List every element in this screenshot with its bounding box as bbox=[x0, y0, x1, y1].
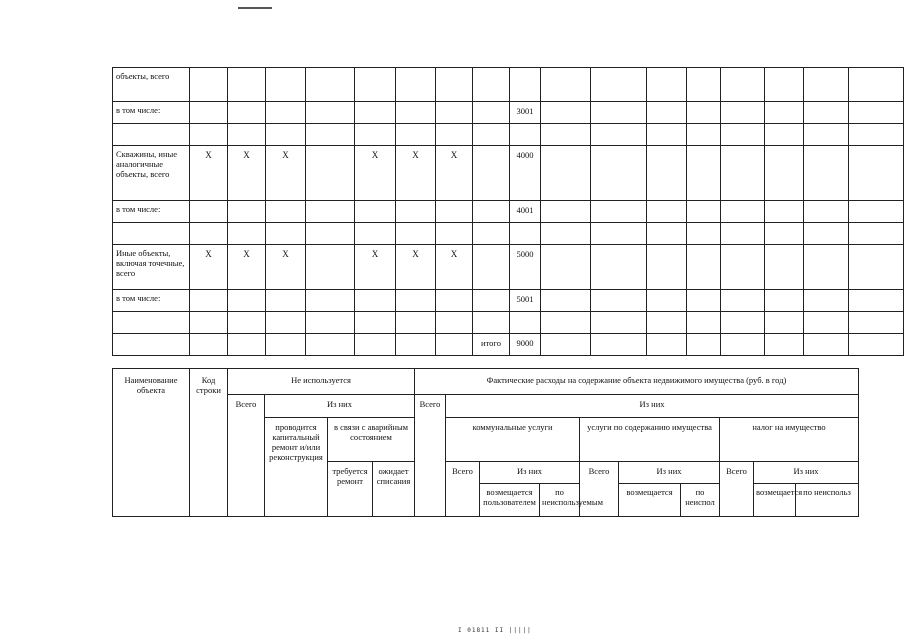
header-table bbox=[112, 368, 859, 517]
mark-cell bbox=[396, 201, 436, 223]
value-cell bbox=[687, 68, 721, 102]
mark-cell bbox=[436, 102, 473, 124]
mark-cell: X bbox=[396, 146, 436, 201]
value-cell bbox=[804, 102, 849, 124]
mark-cell: X bbox=[436, 146, 473, 201]
itogo-cell bbox=[473, 290, 510, 312]
header-utilities: коммунальные услуги bbox=[446, 418, 580, 462]
header-emergency: в связи с аварийным состоянием bbox=[328, 418, 415, 462]
itogo-cell bbox=[473, 245, 510, 290]
value-cell bbox=[647, 201, 687, 223]
mark-cell bbox=[190, 102, 228, 124]
itogo-cell bbox=[473, 146, 510, 201]
header-awaits-writeoff: ожидает списания bbox=[373, 462, 415, 517]
value-cell bbox=[591, 223, 647, 245]
mark-cell bbox=[228, 68, 266, 102]
mark-cell bbox=[266, 124, 306, 146]
mark-cell bbox=[436, 223, 473, 245]
mark-cell bbox=[266, 201, 306, 223]
header-maintenance-services: услуги по содержанию имущества bbox=[580, 418, 720, 462]
header-not-used: Не используется bbox=[228, 369, 415, 395]
value-cell bbox=[591, 102, 647, 124]
value-cell bbox=[541, 124, 591, 146]
mark-cell bbox=[396, 334, 436, 356]
value-cell bbox=[765, 201, 804, 223]
header-actual-expenses: Фактические расходы на содержание объекта недвижимого имущества (руб. в год) bbox=[415, 369, 859, 395]
row-code-cell: 5000 bbox=[510, 245, 541, 290]
mark-cell: X bbox=[436, 245, 473, 290]
value-cell bbox=[687, 312, 721, 334]
value-cell bbox=[765, 245, 804, 290]
value-cell bbox=[306, 312, 355, 334]
itogo-cell bbox=[473, 223, 510, 245]
mark-cell bbox=[396, 124, 436, 146]
value-cell bbox=[721, 290, 765, 312]
mark-cell bbox=[436, 312, 473, 334]
value-cell bbox=[591, 312, 647, 334]
row-label: Иные объекты, включая точечные, всего bbox=[113, 245, 190, 290]
mark-cell: X bbox=[190, 146, 228, 201]
value-cell bbox=[765, 102, 804, 124]
itogo-cell bbox=[473, 312, 510, 334]
mark-cell bbox=[266, 290, 306, 312]
value-cell bbox=[647, 124, 687, 146]
value-cell bbox=[849, 245, 904, 290]
value-cell bbox=[849, 312, 904, 334]
row-label: Скважины, иные аналогичные объекты, всего bbox=[113, 146, 190, 201]
mark-cell bbox=[355, 68, 396, 102]
value-cell bbox=[849, 290, 904, 312]
value-cell bbox=[804, 223, 849, 245]
value-cell bbox=[541, 334, 591, 356]
value-cell bbox=[804, 201, 849, 223]
value-cell bbox=[849, 68, 904, 102]
value-cell bbox=[804, 334, 849, 356]
value-cell bbox=[306, 334, 355, 356]
header-object-name: Наименование объекта bbox=[113, 369, 190, 517]
table-row bbox=[113, 102, 904, 124]
row-label bbox=[113, 223, 190, 245]
header-tax-total: Всего bbox=[720, 462, 754, 517]
value-cell bbox=[804, 245, 849, 290]
header-tax-of-which: Из них bbox=[754, 462, 859, 484]
value-cell bbox=[804, 68, 849, 102]
row-code-cell: 5001 bbox=[510, 290, 541, 312]
value-cell bbox=[541, 223, 591, 245]
mark-cell: X bbox=[228, 146, 266, 201]
value-cell bbox=[721, 334, 765, 356]
mark-cell: X bbox=[190, 245, 228, 290]
value-cell bbox=[687, 334, 721, 356]
mark-cell bbox=[355, 334, 396, 356]
value-cell bbox=[591, 334, 647, 356]
header-maintenance-reimbursed: возмещается bbox=[619, 484, 681, 517]
mark-cell bbox=[436, 124, 473, 146]
row-code-cell bbox=[510, 312, 541, 334]
value-cell bbox=[721, 312, 765, 334]
value-cell bbox=[721, 201, 765, 223]
value-cell bbox=[765, 124, 804, 146]
table-row bbox=[113, 124, 904, 146]
row-label bbox=[113, 312, 190, 334]
header-property-tax: налог на имущество bbox=[720, 418, 859, 462]
row-code-cell bbox=[510, 124, 541, 146]
mark-cell bbox=[228, 201, 266, 223]
value-cell bbox=[306, 146, 355, 201]
value-cell bbox=[765, 68, 804, 102]
header-capital-repair: проводится капитальный ремонт и/или реконструкция bbox=[265, 418, 328, 517]
mark-cell: X bbox=[266, 245, 306, 290]
header-maintenance-total: Всего bbox=[580, 462, 619, 517]
row-code-cell: 4000 bbox=[510, 146, 541, 201]
value-cell bbox=[591, 245, 647, 290]
mark-cell bbox=[355, 223, 396, 245]
row-label: в том числе: bbox=[113, 201, 190, 223]
table-row bbox=[113, 245, 904, 290]
itogo-cell: итого bbox=[473, 334, 510, 356]
header-row-code: Код строки bbox=[190, 369, 228, 517]
mark-cell bbox=[228, 223, 266, 245]
mark-cell bbox=[436, 68, 473, 102]
itogo-cell bbox=[473, 124, 510, 146]
value-cell bbox=[687, 201, 721, 223]
mark-cell bbox=[355, 102, 396, 124]
mark-cell: X bbox=[355, 245, 396, 290]
value-cell bbox=[591, 290, 647, 312]
mark-cell bbox=[436, 290, 473, 312]
header-expenses-total: Всего bbox=[415, 395, 446, 517]
mark-cell bbox=[190, 124, 228, 146]
mark-cell bbox=[228, 334, 266, 356]
mark-cell bbox=[266, 102, 306, 124]
value-cell bbox=[721, 146, 765, 201]
table-row bbox=[113, 201, 904, 223]
value-cell bbox=[306, 290, 355, 312]
mark-cell bbox=[355, 312, 396, 334]
row-label: в том числе: bbox=[113, 102, 190, 124]
value-cell bbox=[541, 245, 591, 290]
value-cell bbox=[804, 290, 849, 312]
value-cell bbox=[804, 124, 849, 146]
mark-cell bbox=[190, 290, 228, 312]
value-cell bbox=[849, 201, 904, 223]
header-not-used-of-which: Из них bbox=[265, 395, 415, 418]
value-cell bbox=[306, 102, 355, 124]
value-cell bbox=[849, 102, 904, 124]
value-cell bbox=[804, 146, 849, 201]
value-cell bbox=[765, 146, 804, 201]
mark-cell bbox=[190, 68, 228, 102]
value-cell bbox=[721, 102, 765, 124]
row-code-cell: 4001 bbox=[510, 201, 541, 223]
value-cell bbox=[541, 312, 591, 334]
value-cell bbox=[721, 124, 765, 146]
value-cell bbox=[721, 223, 765, 245]
itogo-cell bbox=[473, 201, 510, 223]
header-tax-unused: по неиспольз bbox=[796, 484, 859, 517]
value-cell bbox=[687, 245, 721, 290]
header-expenses-of-which: Из них bbox=[446, 395, 859, 418]
mark-cell bbox=[190, 223, 228, 245]
mark-cell: X bbox=[355, 146, 396, 201]
table-row bbox=[113, 146, 904, 201]
table-row bbox=[113, 223, 904, 245]
header-maintenance-of-which: Из них bbox=[619, 462, 720, 484]
table-row bbox=[113, 68, 904, 102]
mark-cell bbox=[228, 102, 266, 124]
table-row bbox=[113, 290, 904, 312]
value-cell bbox=[541, 68, 591, 102]
table-row bbox=[113, 334, 904, 356]
value-cell bbox=[687, 223, 721, 245]
mark-cell bbox=[228, 312, 266, 334]
value-cell bbox=[647, 223, 687, 245]
value-cell bbox=[647, 245, 687, 290]
mark-cell bbox=[266, 312, 306, 334]
value-cell bbox=[541, 102, 591, 124]
mark-cell bbox=[396, 223, 436, 245]
value-cell bbox=[804, 312, 849, 334]
mark-cell bbox=[355, 124, 396, 146]
value-cell bbox=[721, 245, 765, 290]
mark-cell bbox=[355, 201, 396, 223]
header-not-used-total: Всего bbox=[228, 395, 265, 517]
value-cell bbox=[849, 223, 904, 245]
scan-artifact bbox=[238, 7, 272, 9]
row-label: в том числе: bbox=[113, 290, 190, 312]
value-cell bbox=[687, 290, 721, 312]
mark-cell bbox=[396, 102, 436, 124]
value-cell bbox=[765, 223, 804, 245]
header-maintenance-unused: по неиспол bbox=[681, 484, 720, 517]
mark-cell bbox=[190, 334, 228, 356]
row-code-cell bbox=[510, 68, 541, 102]
row-label bbox=[113, 124, 190, 146]
mark-cell bbox=[396, 290, 436, 312]
row-code-cell: 3001 bbox=[510, 102, 541, 124]
mark-cell bbox=[266, 68, 306, 102]
mark-cell: X bbox=[396, 245, 436, 290]
mark-cell bbox=[228, 124, 266, 146]
itogo-cell bbox=[473, 68, 510, 102]
mark-cell bbox=[190, 312, 228, 334]
mark-cell bbox=[396, 68, 436, 102]
value-cell bbox=[306, 124, 355, 146]
value-cell bbox=[647, 334, 687, 356]
value-cell bbox=[765, 312, 804, 334]
value-cell bbox=[687, 146, 721, 201]
table-row bbox=[113, 312, 904, 334]
value-cell bbox=[647, 312, 687, 334]
value-cell bbox=[687, 124, 721, 146]
header-utilities-total: Всего bbox=[446, 462, 480, 517]
value-cell bbox=[647, 102, 687, 124]
row-code-cell bbox=[510, 223, 541, 245]
value-cell bbox=[306, 245, 355, 290]
mark-cell: X bbox=[266, 146, 306, 201]
mark-cell bbox=[436, 334, 473, 356]
mark-cell bbox=[266, 334, 306, 356]
value-cell bbox=[647, 68, 687, 102]
value-cell bbox=[541, 201, 591, 223]
mark-cell bbox=[355, 290, 396, 312]
header-tax-reimbursed: возмещается bbox=[754, 484, 796, 517]
value-cell bbox=[765, 290, 804, 312]
row-label bbox=[113, 334, 190, 356]
mark-cell bbox=[266, 223, 306, 245]
mark-cell bbox=[396, 312, 436, 334]
value-cell bbox=[849, 146, 904, 201]
value-cell bbox=[849, 334, 904, 356]
value-cell bbox=[721, 68, 765, 102]
value-cell bbox=[647, 290, 687, 312]
itogo-cell bbox=[473, 102, 510, 124]
value-cell bbox=[541, 146, 591, 201]
header-needs-repair: требуется ремонт bbox=[328, 462, 373, 517]
value-cell bbox=[647, 146, 687, 201]
value-cell bbox=[591, 124, 647, 146]
value-cell bbox=[849, 124, 904, 146]
mark-cell bbox=[228, 290, 266, 312]
header-utilities-of-which: Из них bbox=[480, 462, 580, 484]
mark-cell bbox=[436, 201, 473, 223]
mark-cell bbox=[190, 201, 228, 223]
value-cell bbox=[591, 201, 647, 223]
value-cell bbox=[306, 68, 355, 102]
footer-code: I 01811 II ||||| bbox=[458, 627, 532, 634]
row-label: объекты, всего bbox=[113, 68, 190, 102]
row-code-cell: 9000 bbox=[510, 334, 541, 356]
value-cell bbox=[687, 102, 721, 124]
header-utilities-reimbursed: возмещается пользователем bbox=[480, 484, 540, 517]
value-cell bbox=[591, 146, 647, 201]
value-cell bbox=[765, 334, 804, 356]
value-cell bbox=[306, 201, 355, 223]
value-cell bbox=[541, 290, 591, 312]
objects-table bbox=[112, 67, 904, 356]
mark-cell: X bbox=[228, 245, 266, 290]
value-cell bbox=[591, 68, 647, 102]
value-cell bbox=[306, 223, 355, 245]
header-utilities-unused: по неиспользуемым bbox=[540, 484, 580, 517]
